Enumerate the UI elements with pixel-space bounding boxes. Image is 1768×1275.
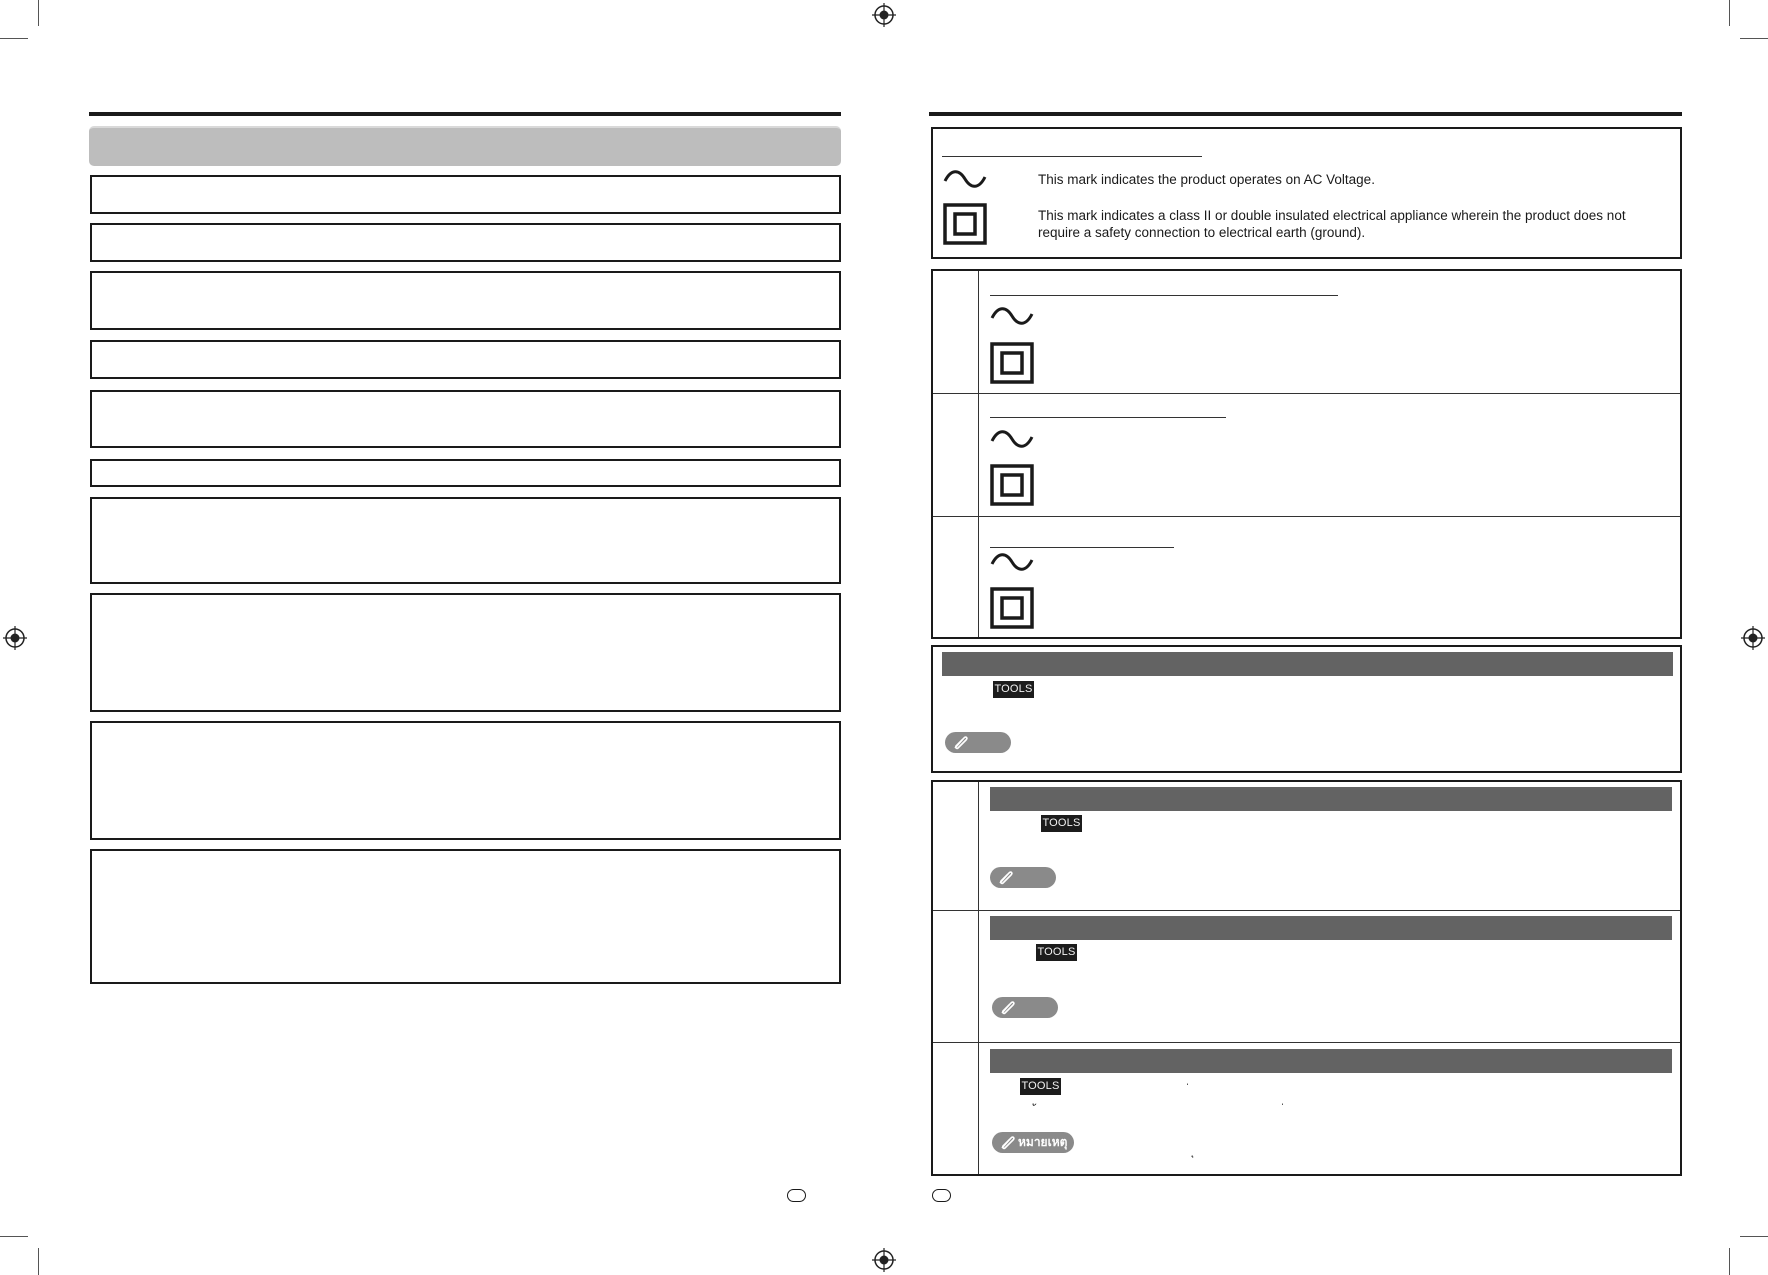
- note-badge: [990, 867, 1056, 888]
- row-divider-vertical: [978, 782, 979, 1174]
- left-content-box: [90, 593, 841, 712]
- row-divider-vertical: [978, 271, 979, 637]
- class2-mark-text-line1: This mark indicates a class II or double insulated electrical appliance wherein the product does not: [1038, 208, 1626, 223]
- marks-language-box: [931, 269, 1682, 639]
- note-badge: [992, 997, 1058, 1018]
- paperclip-icon: [997, 1134, 1017, 1151]
- note-badge: [945, 732, 1011, 753]
- left-content-box: [90, 721, 841, 840]
- heading-underline: [990, 547, 1174, 548]
- left-content-box: [90, 390, 841, 448]
- tools-row-header-bar: [990, 1049, 1672, 1073]
- right-page-number-oval: [932, 1189, 951, 1202]
- note-badge-thai: [992, 1132, 1074, 1153]
- heading-underline: [990, 417, 1226, 418]
- double-square-icon: [943, 203, 987, 245]
- crop-mark: [1740, 38, 1768, 39]
- double-square-icon: [990, 342, 1034, 384]
- ac-wave-icon: [990, 552, 1034, 572]
- left-content-box: [90, 223, 841, 262]
- left-content-box: [90, 271, 841, 330]
- marks-explanation-box: [931, 127, 1682, 259]
- heading-underline: [990, 295, 1338, 296]
- left-content-box: [90, 497, 841, 584]
- right-page-top-rule: [929, 112, 1682, 116]
- tools-language-box: [931, 780, 1682, 1176]
- left-section-header-bar: [89, 126, 841, 166]
- ac-wave-icon: [943, 169, 987, 189]
- note-label: หมายเหตุ: [1018, 1135, 1068, 1149]
- row-divider: [933, 1042, 1680, 1043]
- paperclip-icon: [997, 999, 1017, 1016]
- ac-mark-text: This mark indicates the product operates on AC Voltage.: [1038, 172, 1375, 187]
- left-content-box: [90, 459, 841, 487]
- double-square-icon: [990, 464, 1034, 506]
- crop-mark: [1729, 0, 1730, 26]
- tools-row-header-bar: [990, 787, 1672, 811]
- crop-mark: [38, 1248, 39, 1275]
- tools-section-header-bar: [942, 652, 1673, 676]
- tools-section-box: [931, 645, 1682, 773]
- registration-mark-icon: [1741, 626, 1765, 650]
- left-content-box: [90, 340, 841, 379]
- tools-button-label: TOOLS: [1036, 944, 1077, 961]
- registration-mark-icon: [872, 3, 896, 27]
- paperclip-icon: [995, 869, 1015, 886]
- crop-mark: [0, 1236, 28, 1237]
- paperclip-icon: [950, 734, 970, 751]
- tools-row-header-bar: [990, 916, 1672, 940]
- ac-wave-icon: [990, 306, 1034, 326]
- crop-mark: [0, 38, 28, 39]
- tools-button-label: TOOLS: [1020, 1078, 1061, 1095]
- left-page-top-rule: [89, 112, 841, 116]
- row-divider: [933, 910, 1680, 911]
- heading-underline: [942, 156, 1202, 157]
- row-divider: [933, 516, 1680, 517]
- crop-mark: [38, 0, 39, 26]
- registration-mark-icon: [872, 1248, 896, 1272]
- crop-mark: [1729, 1248, 1730, 1275]
- class2-mark-text-line2: require a safety connection to electrical earth (ground).: [1038, 225, 1366, 240]
- left-content-box: [90, 849, 841, 984]
- tools-button-label: TOOLS: [1041, 815, 1082, 832]
- row-divider: [933, 393, 1680, 394]
- crop-mark: [1740, 1236, 1768, 1237]
- tools-button-label: TOOLS: [993, 681, 1034, 698]
- ac-wave-icon: [990, 429, 1034, 449]
- left-content-box: [90, 175, 841, 214]
- registration-mark-icon: [3, 626, 27, 650]
- double-square-icon: [990, 587, 1034, 629]
- left-page-number-oval: [787, 1189, 806, 1202]
